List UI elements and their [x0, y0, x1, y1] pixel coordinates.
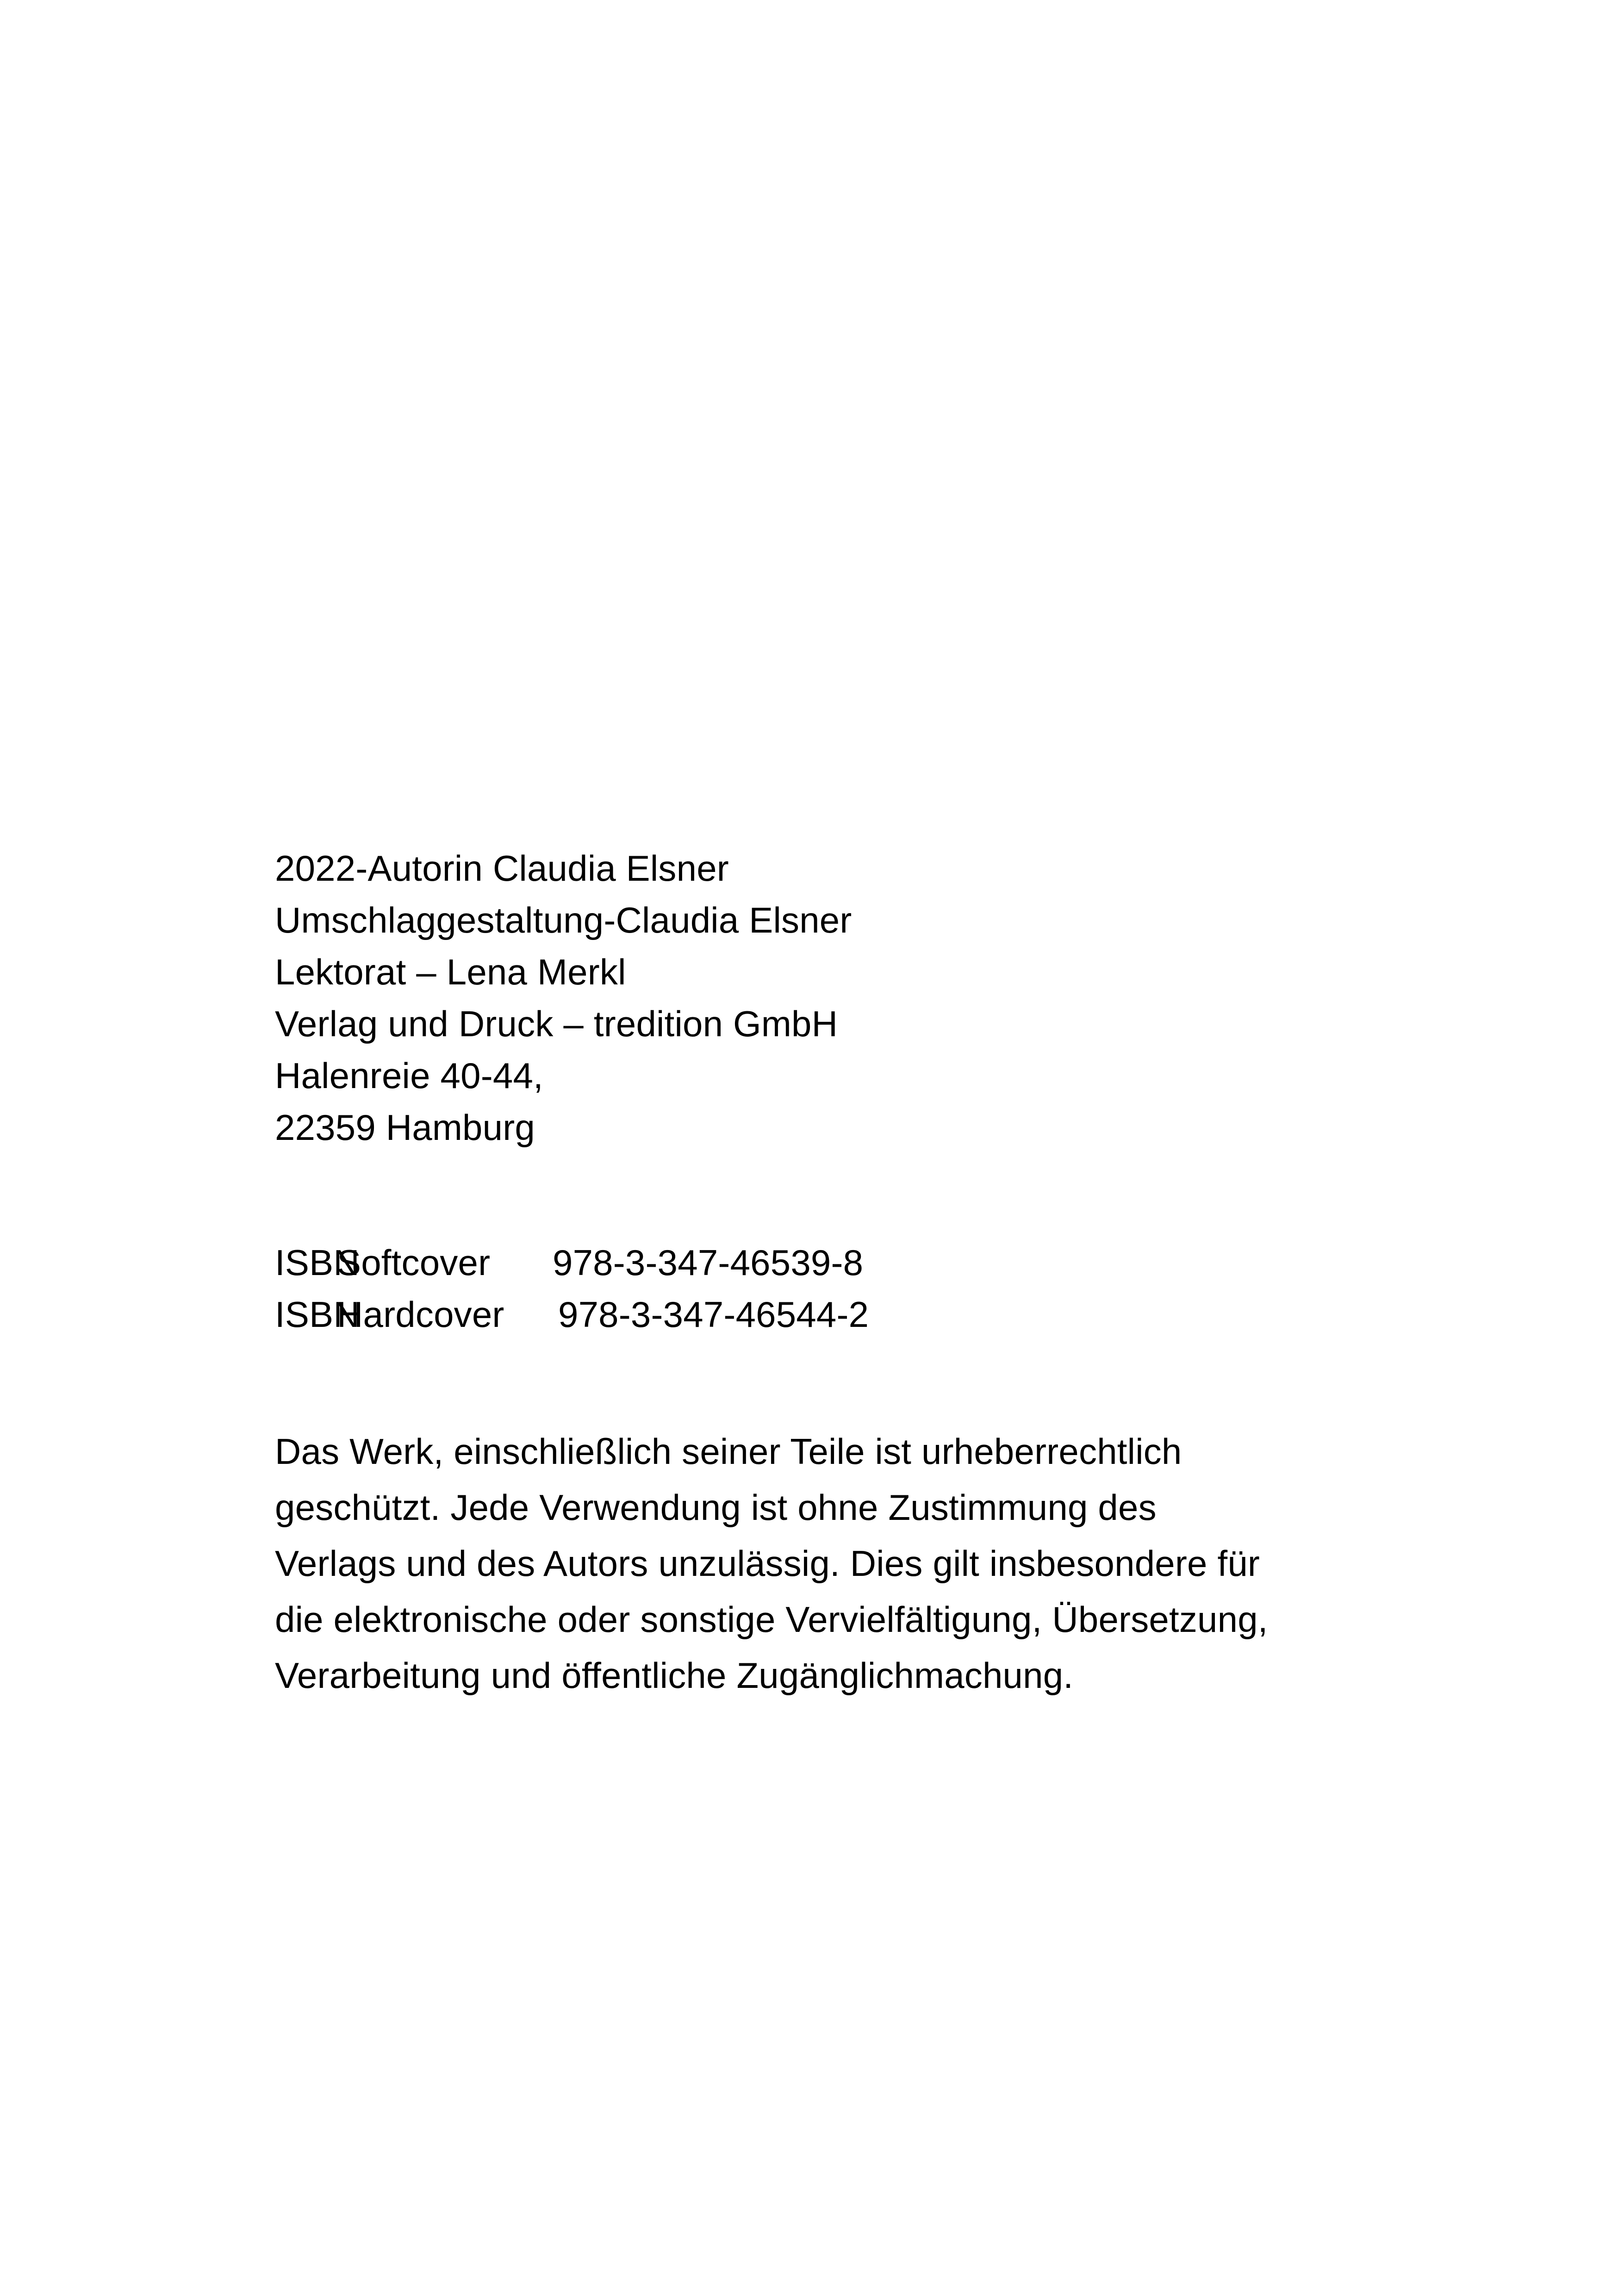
legal-notice-line: Verarbeitung und öffentliche Zugänglichmachung.	[275, 1655, 1074, 1696]
isbn-label: ISBN	[275, 1242, 360, 1283]
spacer	[275, 1340, 1432, 1424]
isbn-type: Softcover	[337, 1242, 491, 1283]
imprint-content	[275, 842, 1432, 1704]
legal-notice-line: Das Werk, einschließlich seiner Teile ist urheberrechtlich	[275, 1431, 1182, 1472]
spacer	[275, 1153, 1432, 1237]
isbn-row-hardcover	[275, 1288, 1432, 1340]
isbn-row-softcover	[275, 1237, 1432, 1288]
imprint-publisher-line: Verlag und Druck – tredition GmbH	[275, 1003, 838, 1044]
legal-notice	[275, 1424, 1386, 1704]
imprint-cover-design-line: Umschlaggestaltung-Claudia Elsner	[275, 900, 852, 940]
isbn-label: ISBN	[275, 1294, 360, 1335]
isbn-number: 978-3-347-46539-8	[553, 1242, 864, 1283]
isbn-number: 978-3-347-46544-2	[558, 1294, 869, 1335]
imprint-city-line: 22359 Hamburg	[275, 1107, 535, 1148]
isbn-block	[275, 1237, 1432, 1340]
isbn-type: Hardcover	[337, 1294, 504, 1335]
imprint-copyright-line: 2022-Autorin Claudia Elsner	[275, 848, 729, 889]
imprint-block	[275, 842, 1432, 1153]
legal-notice-line: Verlags und des Autors unzulässig. Dies gilt insbesondere für	[275, 1543, 1260, 1584]
legal-notice-line: geschützt. Jede Verwendung ist ohne Zustimmung des	[275, 1487, 1157, 1528]
imprint-editor-line: Lektorat – Lena Merkl	[275, 952, 626, 992]
legal-notice-line: die elektronische oder sonstige Vervielfältigung, Übersetzung,	[275, 1599, 1268, 1640]
imprint-street-line: Halenreie 40-44,	[275, 1055, 543, 1096]
